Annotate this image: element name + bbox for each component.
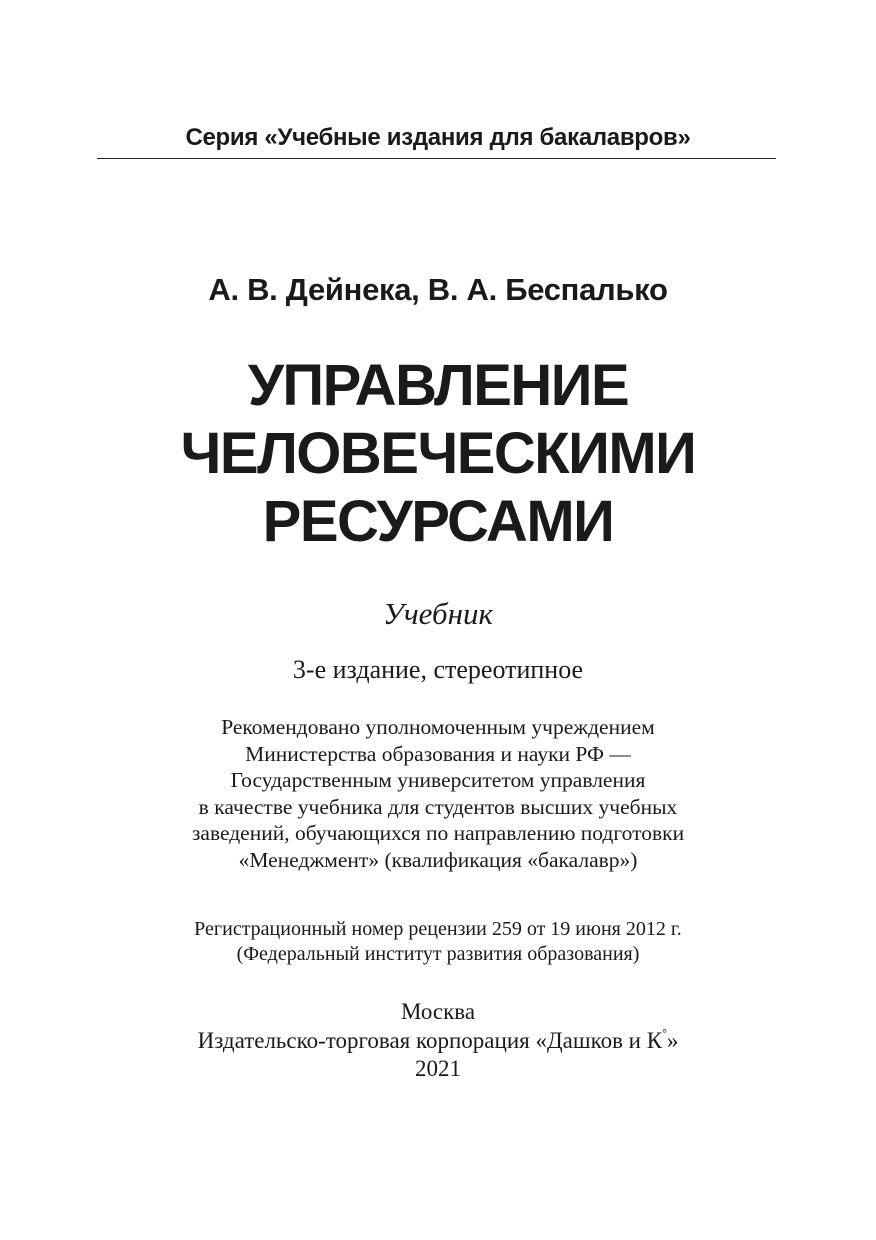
registration-line: (Федеральный институт развития образования): [236, 943, 640, 965]
book-title-line-2: ЧЕЛОВЕЧЕСКИМИ: [180, 421, 696, 486]
series-divider: [97, 158, 776, 159]
book-title: [0, 352, 876, 556]
recommendation-line: заведений, обучающихся по направлению подготовки: [191, 821, 685, 845]
recommendation-line: в качестве учебника для студентов высших учебных: [198, 794, 678, 819]
book-title-line-1: УПРАВЛЕНИЕ: [247, 353, 629, 418]
edition: 3-е издание, стереотипное: [292, 655, 584, 684]
recommendation-line: Рекомендовано уполномоченным учреждением: [221, 715, 655, 739]
publisher-closing-quote: »: [666, 1027, 679, 1053]
recommendation-line: «Менеджмент» (квалификация «бакалавр»): [238, 847, 638, 872]
book-title-line-3: РЕСУРСАМИ: [262, 489, 614, 554]
publisher-degree-mark: °: [662, 1025, 667, 1040]
authors: А. В. Дейнека, В. А. Беспалько: [208, 272, 668, 307]
recommendation-text: [0, 714, 876, 873]
imprint-city: Москва: [400, 999, 476, 1024]
series-heading: Серия «Учебные издания для бакалавров»: [185, 124, 691, 151]
imprint: [0, 998, 876, 1084]
imprint-publisher: [0, 1027, 876, 1056]
recommendation-line: Министерства образования и науки РФ —: [245, 741, 631, 766]
registration-line: Регистрационный номер рецензии 259 от 19 июня 2012 г.: [194, 918, 682, 940]
genre: Учебник: [383, 596, 493, 631]
imprint-year: 2021: [415, 1056, 461, 1081]
publisher-name: Издательско-торговая корпорация «Дашков и К: [197, 1027, 663, 1053]
registration-text: [0, 917, 876, 967]
recommendation-line: Государственным университетом управления: [230, 768, 646, 792]
